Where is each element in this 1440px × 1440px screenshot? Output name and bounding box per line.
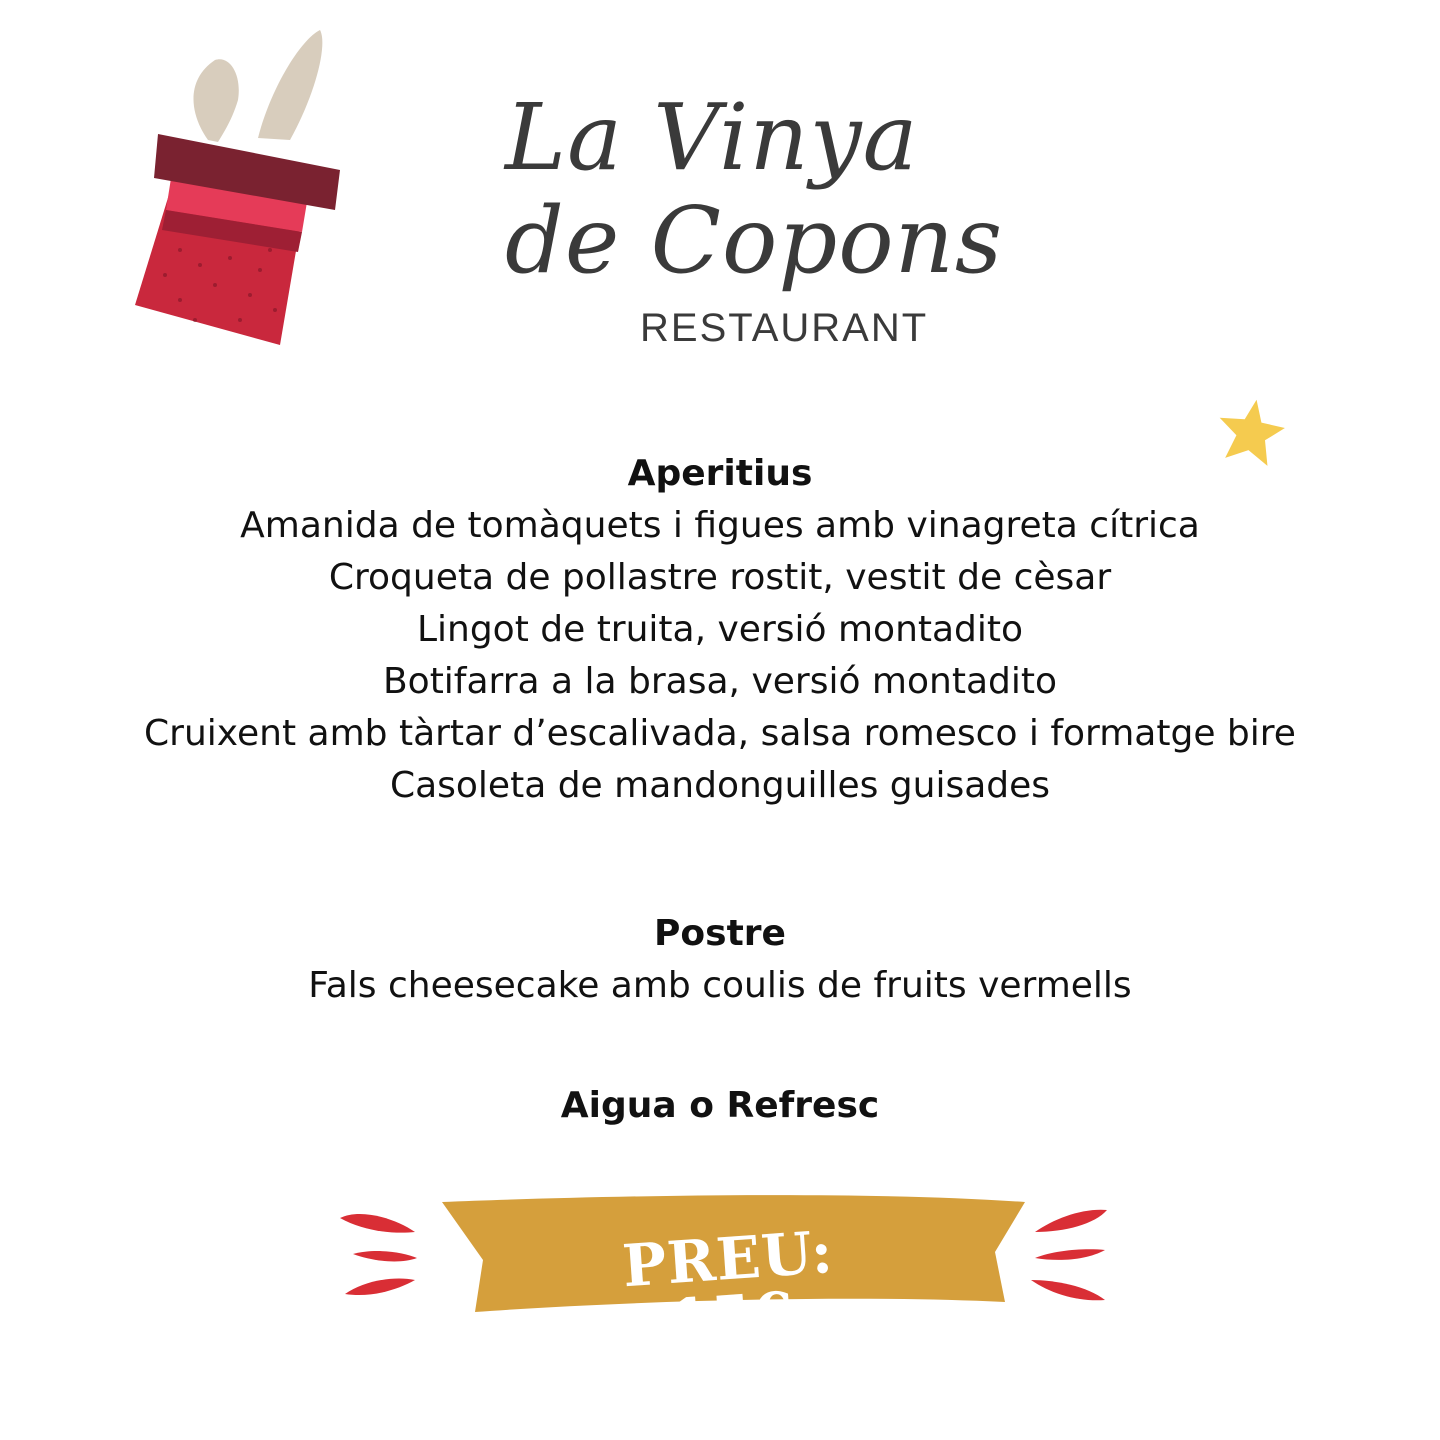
menu-item: Fals cheesecake amb coulis de fruits vermells [308, 965, 1132, 1006]
menu-item: Casoleta de mandonguilles guisades [389, 765, 1051, 806]
menu-item: Cruixent amb tàrtar d’escalivada, salsa romesco i formatge bire [144, 713, 1296, 754]
logo-title-line-2: de Copons [505, 187, 1004, 294]
price-label: PREU: 15€ [620, 1217, 836, 1356]
section-postre [0, 908, 1440, 1012]
logo-subtitle: RESTAURANT [640, 306, 929, 350]
section-title-postre: Postre [654, 913, 786, 954]
menu-item: Croqueta de pollastre rostit, vestit de cèsar [328, 557, 1112, 598]
logo-title-line-1: La Vinya [505, 84, 919, 191]
menu-item: Botifarra a la brasa, versió montadito [382, 661, 1058, 702]
menu-content [0, 448, 1440, 1132]
section-title-aperitius: Aperitius [627, 453, 813, 494]
rabbit-ears-icon [193, 30, 322, 142]
section-drink [0, 1080, 1440, 1132]
menu-item: Lingot de truita, versió montadito [416, 609, 1024, 650]
section-aperitius [0, 448, 1440, 812]
aperitius-list [0, 500, 1440, 812]
section-title-drink: Aigua o Refresc [560, 1085, 880, 1126]
menu-item: Amanida de tomàquets i figues amb vinagreta cítrica [240, 505, 1200, 546]
magic-hat-icon [120, 20, 360, 360]
postre-list [0, 960, 1440, 1012]
